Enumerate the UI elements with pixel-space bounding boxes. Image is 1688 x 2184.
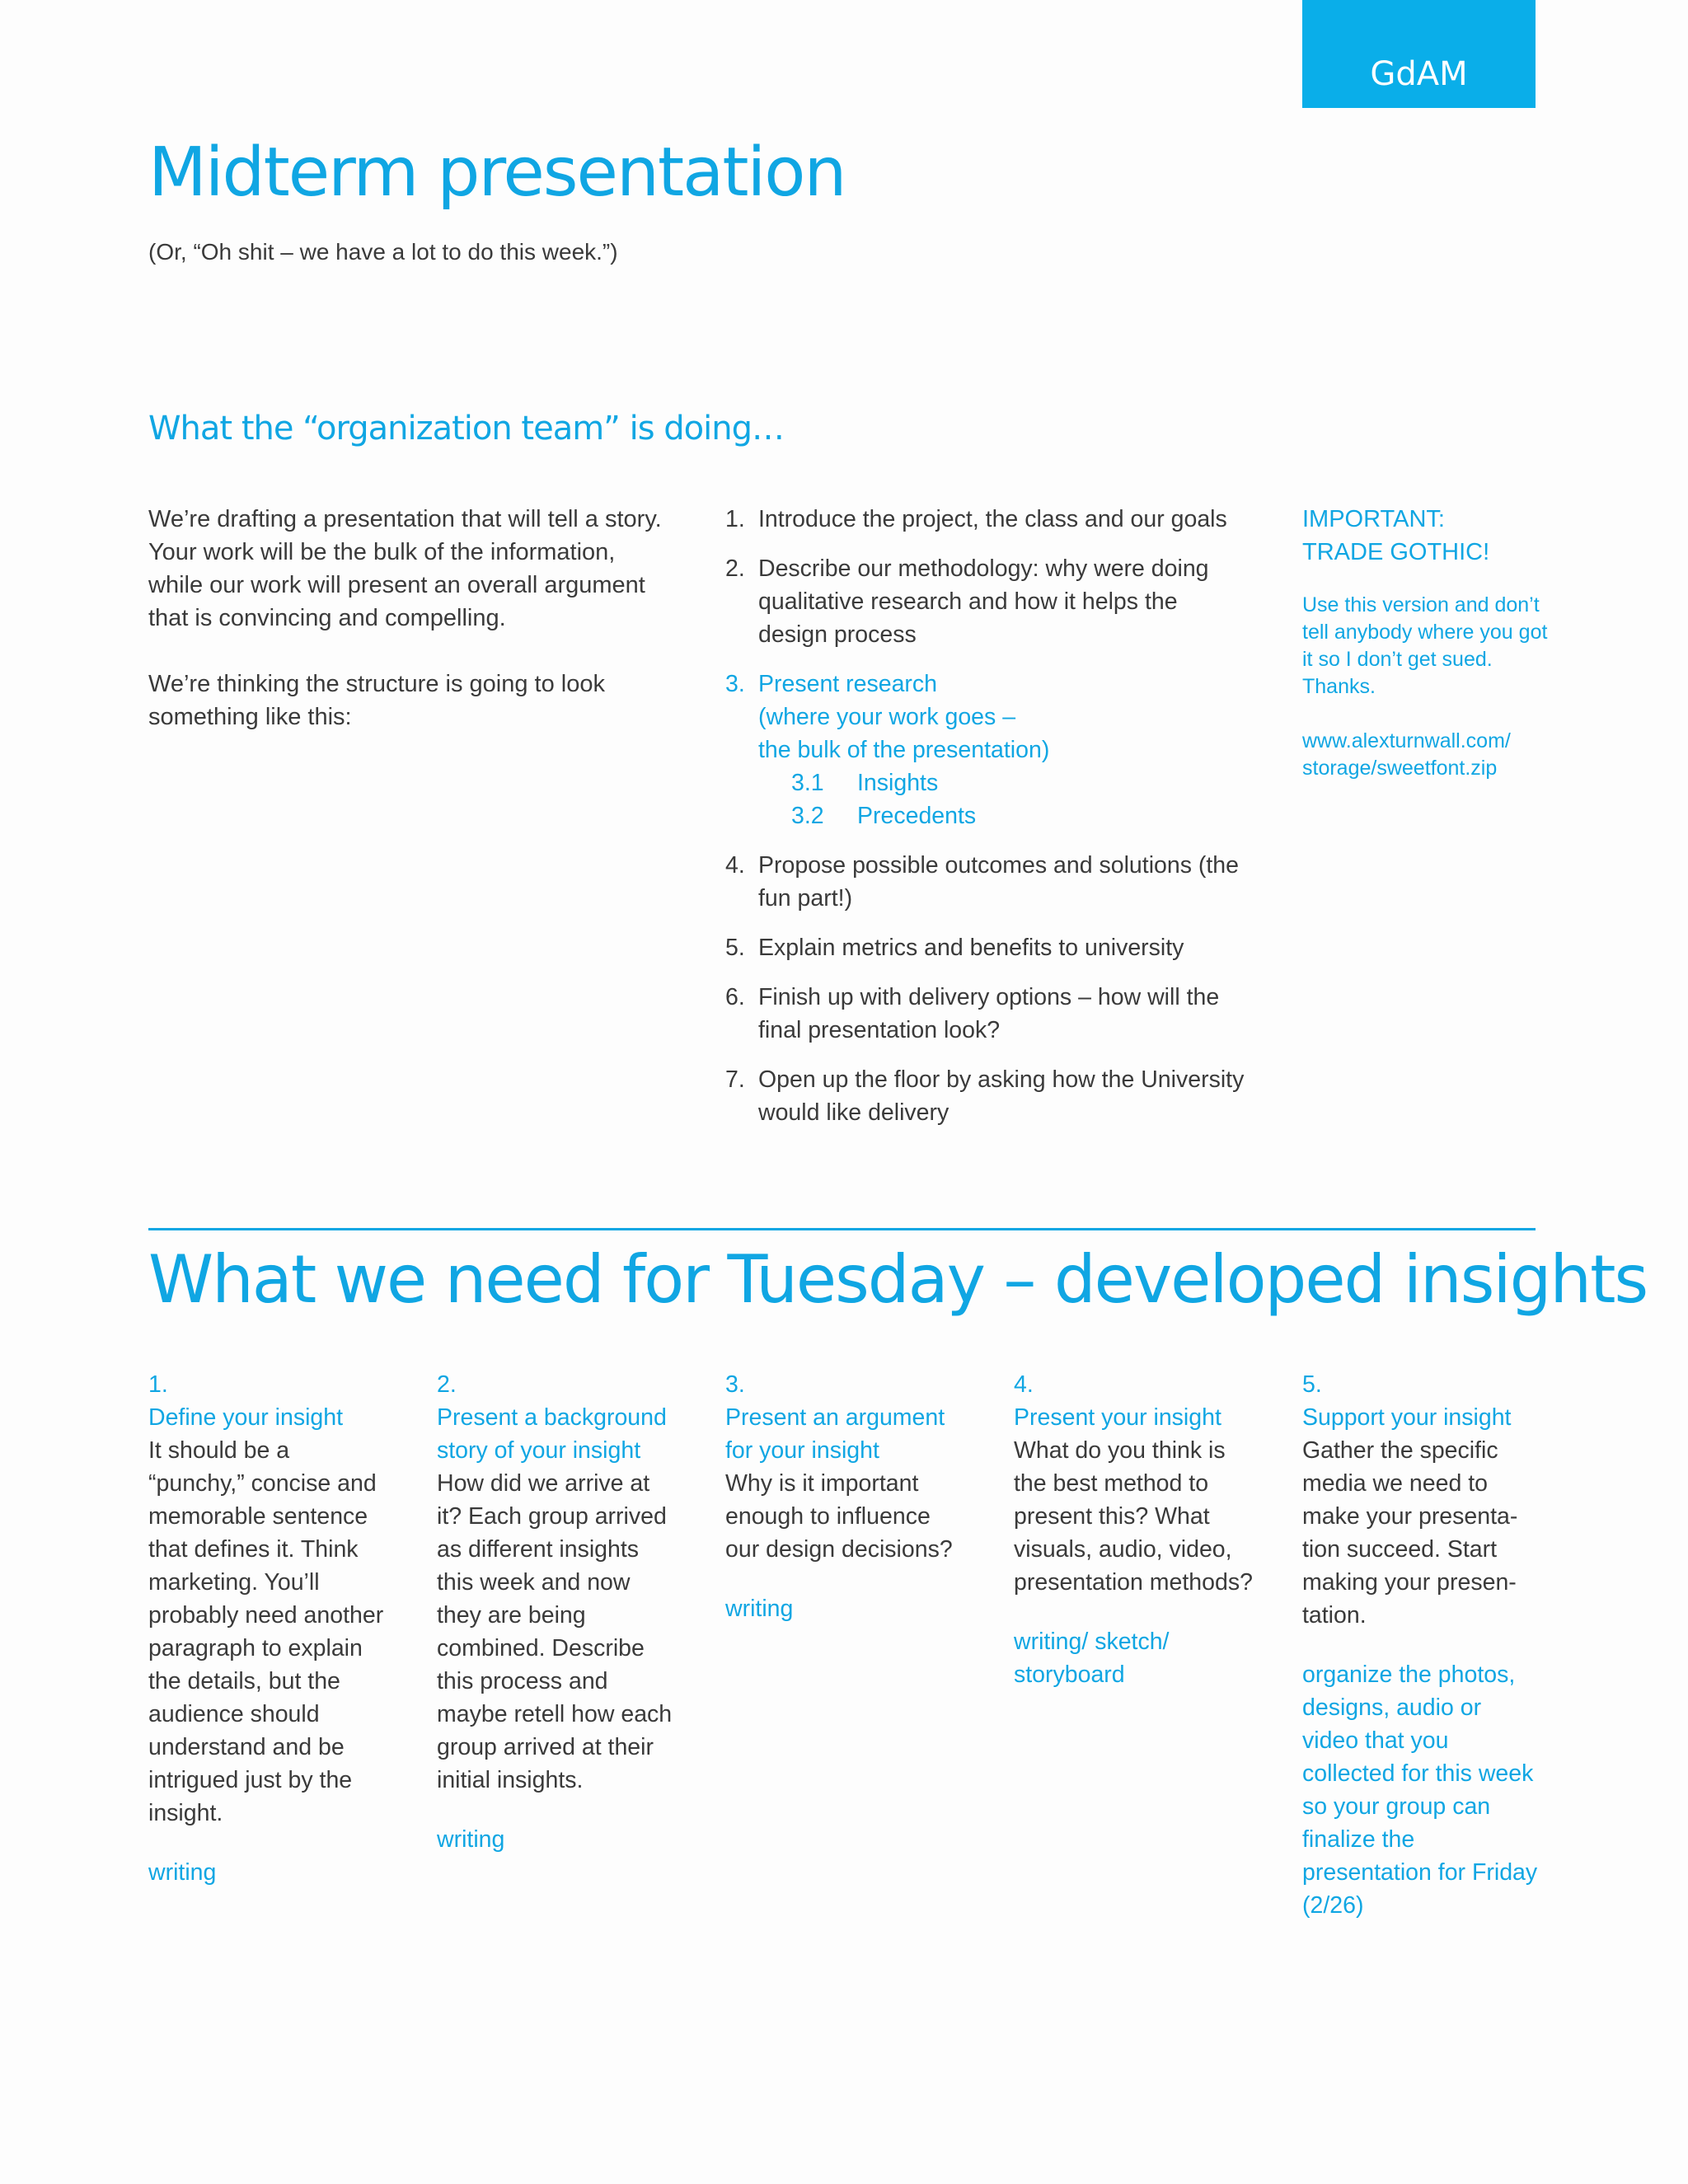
column-task: writing	[437, 1826, 505, 1853]
column-body: How did we arrive at it? Each group arrived as different insights this week and now they are being combined. Describe this process and maybe retell how each group arrived at their initial insights.	[437, 1470, 673, 1793]
list-item-number: 1.	[725, 506, 745, 532]
list-item-number: 5.	[725, 935, 745, 961]
sub-list-item	[791, 799, 1253, 832]
important-label: IMPORTANT:	[1302, 506, 1445, 532]
column-body: Why is it important enough to influence our design decisions?	[725, 1470, 953, 1563]
list-item-text: Introduce the project, the class and our goals	[758, 506, 1227, 532]
column-task: organize the photos, designs, audio or video that you collected for this week so your group can finalize the presentation for Friday (2/26)	[1302, 1661, 1538, 1919]
column-task: writing/ sketch/ storyboard	[1014, 1629, 1170, 1688]
presentation-structure-list	[725, 503, 1253, 1146]
column-number: 2.	[437, 1371, 457, 1398]
list-item	[725, 849, 1253, 915]
column-task: writing	[148, 1859, 217, 1886]
list-item-text: the bulk of the presentation)	[758, 737, 1050, 763]
column-number: 5.	[1302, 1371, 1322, 1398]
course-tab-label: GdAM	[1370, 55, 1468, 93]
column-heading: Present an argument for your insight	[725, 1404, 945, 1464]
column-task: writing	[725, 1596, 794, 1622]
font-note-sidebar	[1302, 503, 1550, 809]
list-item-text: Propose possible outcomes and solutions (the fun part!)	[758, 852, 1240, 912]
font-note-text: Use this version and don’t tell anybody where you got it so I don’t get sued. Thanks.	[1302, 593, 1548, 698]
list-item	[725, 503, 1253, 536]
font-download-link[interactable]	[1302, 728, 1550, 782]
list-item-text: Open up the floor by asking how the University would like delivery	[758, 1066, 1245, 1126]
insight-column-4	[1014, 1368, 1253, 1691]
sub-item-text: Insights	[857, 770, 939, 796]
column-number: 3.	[725, 1371, 745, 1398]
column-heading: Present your insight	[1014, 1404, 1221, 1431]
list-item-text: Describe our methodology: why were doing qualitative research and how it helps the design process	[758, 555, 1209, 648]
insight-columns	[148, 1368, 1550, 1945]
insight-column-3	[725, 1368, 964, 1625]
list-item-number: 7.	[725, 1066, 745, 1093]
list-item-number: 2.	[725, 555, 745, 582]
page-subtitle: (Or, “Oh shit – we have a lot to do this week.”)	[148, 239, 618, 265]
insight-column-2	[437, 1368, 676, 1856]
list-item-number: 6.	[725, 984, 745, 1010]
column-number: 4.	[1014, 1371, 1034, 1398]
column-heading: Present a background story of your insight	[437, 1404, 667, 1464]
list-item	[725, 931, 1253, 964]
sub-item-number: 3.2	[791, 803, 824, 829]
page-title: Midterm presentation	[148, 134, 846, 212]
font-name: TRADE GOTHIC!	[1302, 539, 1490, 565]
section-divider	[148, 1228, 1536, 1230]
column-heading: Support your insight	[1302, 1404, 1512, 1431]
column-heading: Define your insight	[148, 1404, 344, 1431]
insight-column-1	[148, 1368, 387, 1889]
course-tab	[1302, 0, 1536, 108]
list-item	[725, 552, 1253, 651]
list-item	[725, 981, 1253, 1047]
list-item-text: Finish up with delivery options – how will the final presentation look?	[758, 984, 1220, 1043]
sub-item-text: Precedents	[857, 803, 977, 829]
column-body: Gather the specific media we need to make your presenta-tion succeed. Start making your presen-tation.	[1302, 1437, 1518, 1629]
link-text-1[interactable]: www.alexturnwall.com/	[1302, 729, 1511, 752]
intro-paragraph-1: We’re drafting a presentation that will tell a story. Your work will be the bulk of the information, while our work will present an overall argument that is convincing and compelling.	[148, 506, 662, 631]
list-item-number: 3.	[725, 671, 745, 697]
column-number: 1.	[148, 1371, 168, 1398]
org-team-heading: What the “organization team” is doing…	[148, 410, 785, 448]
org-team-intro	[148, 503, 676, 766]
sub-list	[758, 766, 1253, 832]
list-item-highlighted	[725, 668, 1253, 832]
list-item-text: (where your work goes –	[758, 704, 1016, 730]
sub-list-item	[791, 766, 1253, 799]
list-item-text: Present research	[758, 671, 938, 697]
column-body: What do you think is the best method to present this? What visuals, audio, video, presentation methods?	[1014, 1437, 1253, 1596]
list-item-number: 4.	[725, 852, 745, 879]
insight-column-5	[1302, 1368, 1541, 1922]
list-item	[725, 1063, 1253, 1129]
tuesday-heading: What we need for Tuesday – developed insights	[148, 1241, 1648, 1318]
list-item-text: Explain metrics and benefits to university	[758, 935, 1184, 961]
important-note	[1302, 503, 1550, 569]
intro-paragraph-2: We’re thinking the structure is going to look something like this:	[148, 671, 605, 730]
column-body: It should be a “punchy,” concise and memorable sentence that defines it. Think marketing. You’ll probably need another paragraph to explain the details, but the audience should understand and be intrigued just by the insight.	[148, 1437, 384, 1826]
sub-item-number: 3.1	[791, 770, 824, 796]
link-text-2[interactable]: storage/sweetfont.zip	[1302, 757, 1498, 780]
